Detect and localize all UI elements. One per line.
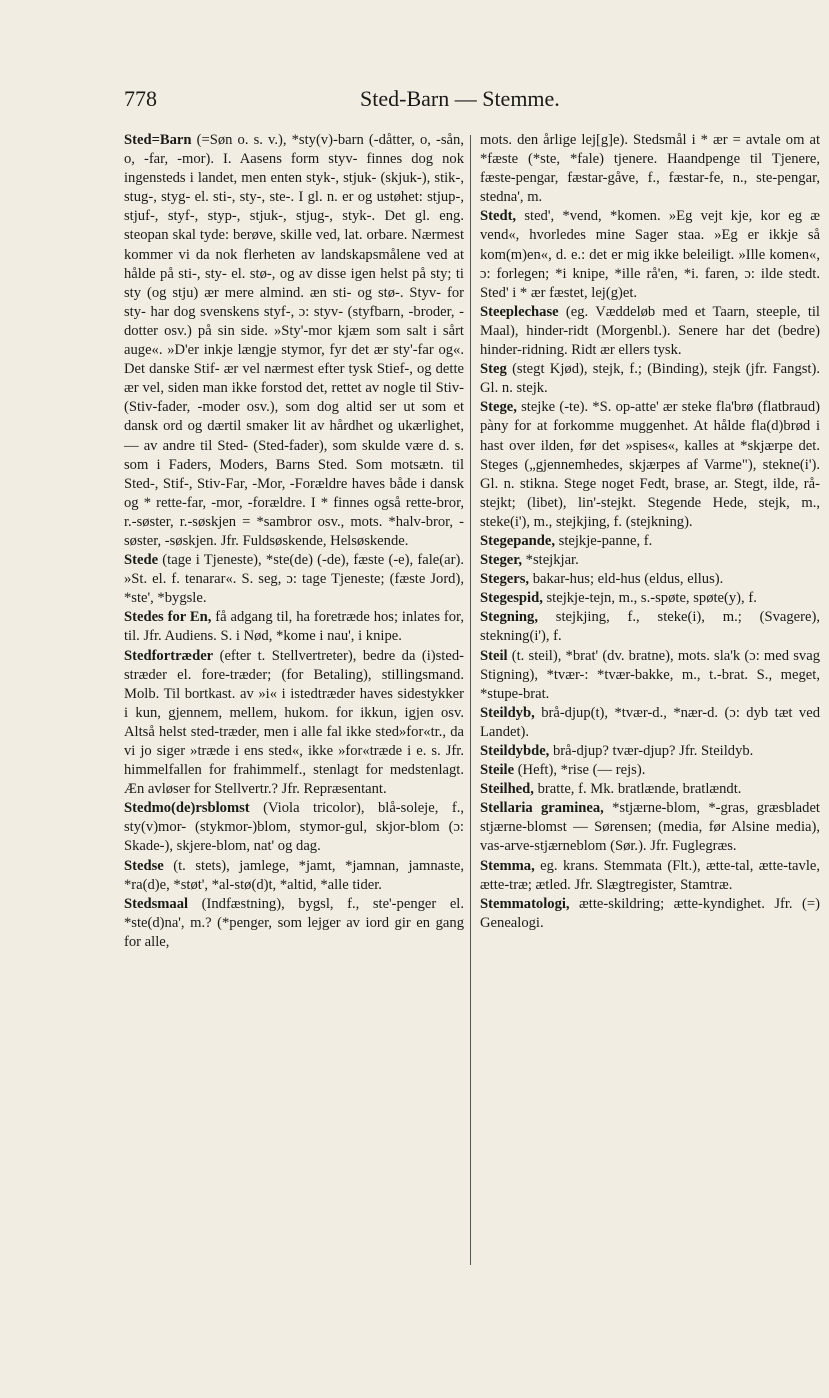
entry: [480, 742, 820, 761]
definition: (=Søn o. s. v.), *sty(v)-barn (-dåtter, o, -sån, o, -far, -mor). I. Aasens form styv- finnes dog nok ingensteds i landet, men enten styk-, stjuk- (skjuk-), stik-, stug-, styg- el. sti-, sty-, ste-. I gl. n. er og ustøhet: stjup-, stjuf-, styf-, styp-, stjuk-, stjug-, styk-. Det gl. eng. steopan skal tyde: berøve, skille ved, lat. orbare. Nærmest kommer vi da nok flerheten av landskapsmålene ved at hålde på sti-, sty- el. stø-, og av disse igen helst på sty; ti sty (og stju) ær mere almind. æn sti- og stø-. Styv- for sty- har dog svenskens styf-, ɔ: styv- (styfbarn, -broder, -dotter osv.) på sin side. »Sty'-mor kjæm som salt i sårt auge«. »D'er inkje længje stymor, fyr det ær sty'-far og«. Det danske Stif- ær vel nærmest efter tysk Stief-, og dette ær vel, siden man ikke forstod det, rettet av nogle til Stiv- (Stiv-fader, -moder osv.), som dog altid ser ut som et dansk ord og dærtil smaker lit av hårdhet og ukærlighet, — av andre til Sted- (Sted-fader), som skulde være d. s. som i Faders, Moders, Barns Sted. Som motsætn. til Sted-, Stif-, Stiv-Far, -Mor, -Forældre haves både i dansk og * rette-far, -mor, -forældre. I * finnes også rette-bror, r.-søster, r.-søskjen = *sambror osv., mots. *halv-bror, -søster, -søskjen. Jfr. Fuldsøskende, Helsøskende.: [124, 132, 464, 549]
definition: brå-djup? tvær-djup? Jfr. Steildyb.: [549, 743, 754, 759]
left-column: [124, 131, 464, 952]
running-title: Sted-Barn — Stemme.: [360, 86, 560, 111]
headword: Sted=Barn: [124, 132, 192, 148]
entry: [124, 551, 464, 608]
definition: *stjærne-blom, *-gras, græsbladet stjærne-blomst — Sørensen; (media, før Alsine media), vas-arve-stjærneblom (Sør.). Jfr. Fuglegræs.: [480, 800, 820, 855]
entry: [480, 131, 820, 207]
entry: [480, 704, 820, 742]
entry: [480, 780, 820, 799]
headword: Stellaria graminea,: [480, 800, 604, 817]
definition: stejkjing, f., steke(i), m.; (Svagere), stekning(i'), f.: [480, 609, 820, 645]
entry: [124, 131, 464, 551]
definition: brå-djup(t), *tvær-d., *nær-d. (ɔ: dyb tæt ved Landet).: [480, 704, 820, 740]
definition: mots. den årlige lej[g]e). Stedsmål i * ær = avtale om at *fæste (*ste, *fale) tjenere. Haandpenge til Tjenere, fæste-pengar, fæstar-gåve, f., fæstar-fe, n., ste-pengar, stedna', m.: [480, 132, 820, 206]
entry: [480, 551, 820, 570]
definition: stejkje-tejn, m., s.-spøte, spøte(y), f.: [542, 590, 757, 607]
headword: Steeplechase: [480, 303, 559, 320]
entry: [480, 532, 820, 551]
headword: Stedfortræder: [124, 647, 214, 664]
page-number: 778: [124, 86, 157, 111]
headword: Steile: [480, 762, 515, 779]
headword: Stedsmaal: [124, 895, 189, 912]
headword: Stege,: [480, 399, 517, 416]
headword: Stedes for En,: [124, 609, 212, 626]
definition: stejkje-panne, f.: [555, 532, 653, 549]
entry: [480, 207, 820, 302]
entry: [124, 857, 464, 895]
definition: (efter t. Stellvertreter), bedre da (i)sted-stræder el. fore-træder; (for Betaling), stillingsmand. Molb. Til bortkast. av »i« i istedtræder haves sidestykker i kun, gjennem, mellem, hukom. for ikkun, igjen osv. Altså helst sted-træder, men i alle fal ikke sted»for«tr., da vi jo siger »træde i ens sted«, ikke »for«træde i e. s. Jfr. himmelfallen for frahimmelf., stenlagt for medstenlagt. Æn avløser for Stellvertr.? Jfr. Repræsentant.: [124, 647, 464, 798]
headword: Stemma,: [480, 857, 535, 874]
entry: [480, 589, 820, 608]
headword: Stegers,: [480, 571, 530, 588]
headword: Stegning,: [480, 609, 538, 626]
headword: Stegepande,: [480, 532, 555, 549]
headword: Stedse: [124, 857, 164, 874]
entry: [480, 398, 820, 532]
column-divider: [470, 135, 471, 1265]
definition: bratte, f. Mk. bratlænde, bratlændt.: [533, 781, 742, 798]
entry: [124, 799, 464, 856]
page-header: [120, 86, 740, 114]
entry: [124, 895, 464, 952]
definition: (t. stets), jamlege, *jamt, *jamnan, jamnaste, *ra(d)e, *støt', *al-stø(d)t, *altid, *alle tider.: [124, 857, 464, 893]
definition: (t. steil), *brat' (dv. bratne), mots. sla'k (ɔ: med svag Stigning), *tvær-: *tvær-bakke, m., t.-brat. S., meget, *stupe-brat.: [480, 647, 820, 702]
entry: [480, 857, 820, 895]
headword: Steg: [480, 361, 507, 378]
definition: (stegt Kjød), stejk, f.; (Binding), stejk (jfr. Fangst). Gl. n. stejk.: [480, 361, 820, 397]
definition: (Viola tricolor), blå-soleje, f., sty(v)mor- (stykmor-)blom, stymor-gul, skjor-blom (ɔ: Skade-), skjere-blom, nat' og dag.: [124, 800, 464, 855]
headword: Steildyb,: [480, 704, 535, 721]
right-column: [480, 131, 820, 933]
entry: [480, 647, 820, 704]
entry: [124, 647, 464, 800]
definition: *stejkjar.: [522, 552, 579, 569]
entry: [124, 608, 464, 646]
headword: Steil: [480, 647, 508, 664]
headword: Stedmo(de)rsblomst: [124, 800, 250, 817]
entry: [480, 360, 820, 398]
entry: [480, 570, 820, 589]
definition: (eg. Væddeløb med et Taarn, steeple, til Maal), hinder-ridt (Morgenbl.). Senere har det (bedre) hinder-ridning. Ridt ær ellers tysk.: [480, 303, 820, 359]
definition: ætte-skildring; ætte-kyndighet. Jfr. (=) Genealogi.: [480, 895, 820, 931]
definition: stejke (-te). *S. op-atte' ær steke fla'brø (flatbraud) pàny for at forkomme muggenhet. At hålde fla(d)brød i hast over ilden, før det »spises«, kalles at *skjærpe det. Steges („gjennemhedes, skjærpes af Varme"), stekne(i'). Gl. n. stikna. Stege noget Fedt, brase, ar. Stegt, ilde, rå-stejkt; (libet), lin'-stejkt. Stegende Hede, stejk, m., steke(i'), m., stejkjing, f. (stejkning).: [480, 399, 820, 530]
headword: Stegespid,: [480, 590, 543, 607]
headword: Stede: [124, 552, 159, 569]
definition: få adgang til, ha foretræde hos; inlates for, til. Jfr. Audiens. S. i Nød, *kome i nau', i knipe.: [124, 609, 464, 645]
headword: Steger,: [480, 552, 523, 569]
entry: [480, 303, 820, 360]
headword: Steildybde,: [480, 743, 550, 759]
definition: (tage i Tjeneste), *ste(de) (-de), fæste (-e), fale(ar). »St. el. f. tenarar«. S. seg, ɔ: tage Tjeneste; (fæste Jord), *ste', *bygsle.: [124, 552, 464, 607]
definition: eg. krans. Stemmata (Flt.), ætte-tal, ætte-tavle, ætte-træ; ætled. Jfr. Slægtregister, Stamtræ.: [480, 857, 820, 893]
entry: [480, 799, 820, 856]
entry: [480, 608, 820, 646]
definition: (Heft), *rise (— rejs).: [514, 762, 646, 779]
definition: sted', *vend, *komen. »Eg vejt kje, kor eg æ vend«, hvorledes mine Sager staa. »Eg er ikkje så kom(m)en«, d. e.: det er mig ikke beleiligt. »Ille komen«, ɔ: forlegen; *i knipe, *ille rå'en, *i. faren, ɔ: ilde stedt. Sted' i * ær fæstet, lej(g)et.: [480, 208, 820, 301]
entry: [480, 895, 820, 933]
entry: [480, 761, 820, 780]
headword: Steilhed,: [480, 781, 534, 798]
definition: bakar-hus; eld-hus (eldus, ellus).: [529, 571, 724, 588]
definition: (Indfæstning), bygsl, f., ste'-penger el. *ste(d)na', m.? (*penger, som lejger av iord gir en gang for alle,: [124, 895, 464, 950]
headword: Stemmatologi,: [480, 895, 570, 912]
headword: Stedt,: [480, 208, 517, 225]
